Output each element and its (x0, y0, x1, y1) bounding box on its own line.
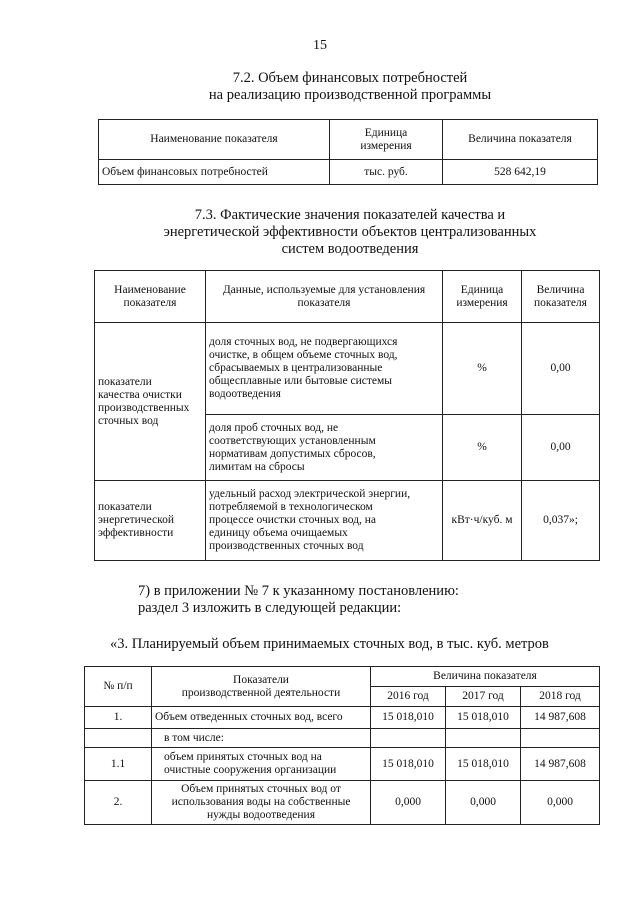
table-row (95, 481, 600, 561)
table-row (85, 707, 600, 729)
table-header-row (85, 667, 600, 687)
header-indicators: Показатели производственной деятельности (152, 667, 371, 707)
row-num (85, 729, 152, 748)
header-indicator-name: Наименование показателя (95, 271, 206, 323)
section-7-2-title (0, 70, 640, 104)
row-2018: 14 987,608 (521, 748, 600, 781)
section-7-3-title-line1: 7.3. Фактические значения показателей качества и (194, 207, 506, 223)
row-num: 1. (85, 707, 152, 729)
row-unit: % (443, 415, 522, 481)
header-year-2018: 2018 год (521, 687, 600, 707)
quality-efficiency-table (94, 270, 600, 561)
row-2016: 0,000 (371, 781, 446, 825)
row-2017: 0,000 (446, 781, 521, 825)
row-num: 1.1 (85, 748, 152, 781)
header-value: Величина показателя (371, 667, 600, 687)
row-data: доля проб сточных вод, не соответствующих установленным нормативам допустимых сбросов, лимитам на сбросы (206, 415, 443, 481)
header-indicator-name: Наименование показателя (99, 120, 330, 160)
header-unit: Единица измерения (443, 271, 522, 323)
row-2017: 15 018,010 (446, 707, 521, 729)
row-num: 2. (85, 781, 152, 825)
paragraph-line2: раздел 3 изложить в следующей редакции: (138, 600, 402, 616)
row-data: удельный расход электрической энергии, потребляемой в технологическом процессе очистки сточных вод, на единицу объема очищаемых производственных сточных вод (206, 481, 443, 561)
table-header-row (95, 271, 600, 323)
row-2016 (371, 729, 446, 748)
row-name: Объем принятых сточных вод от использования воды на собственные нужды водоотведения (152, 781, 371, 825)
header-num: № п/п (85, 667, 152, 707)
header-year-2017: 2017 год (446, 687, 521, 707)
header-value: Величина показателя (522, 271, 600, 323)
section-7-3-title-line2: энергетической эффективности объектов централизованных (163, 224, 537, 240)
row-name: объем принятых сточных вод на очистные сооружения организации (152, 748, 371, 781)
group-efficiency-name: показатели энергетической эффективности (95, 481, 206, 561)
section-7-2-title-line1: 7.2. Объем финансовых потребностей (232, 70, 468, 86)
row-name: Объем финансовых потребностей (99, 160, 330, 185)
row-value: 0,00 (522, 323, 600, 415)
row-2016: 15 018,010 (371, 707, 446, 729)
financial-needs-table (98, 119, 598, 185)
row-unit: тыс. руб. (330, 160, 443, 185)
section-7-2-title-line2: на реализацию производственной программы (208, 87, 492, 103)
row-data: доля сточных вод, не подвергающихся очистке, в общем объеме сточных вод, сбрасываемых в централизованные общесплавные или бытовые системы водоотведения (206, 323, 443, 415)
row-value: 0,00 (522, 415, 600, 481)
row-name: в том числе: (152, 729, 371, 748)
section-3-title: «3. Планируемый объем принимаемых сточных вод, в тыс. куб. метров (110, 636, 549, 652)
header-value: Величина показателя (443, 120, 598, 160)
row-value: 528 642,19 (443, 160, 598, 185)
header-unit: Единица измерения (330, 120, 443, 160)
row-value: 0,037»; (522, 481, 600, 561)
table-header-row (99, 120, 598, 160)
row-2017 (446, 729, 521, 748)
table-row (85, 781, 600, 825)
section-7-3-title (0, 207, 640, 258)
row-unit: кВт·ч/куб. м (443, 481, 522, 561)
row-unit: % (443, 323, 522, 415)
table-row (95, 323, 600, 415)
header-year-2016: 2016 год (371, 687, 446, 707)
page-number: 15 (313, 38, 327, 53)
row-2018 (521, 729, 600, 748)
table-row (85, 729, 600, 748)
row-2016: 15 018,010 (371, 748, 446, 781)
row-2018: 0,000 (521, 781, 600, 825)
row-2017: 15 018,010 (446, 748, 521, 781)
paragraph-line1: 7) в приложении № 7 к указанному постановлению: (138, 583, 459, 599)
section-7-3-title-line3: систем водоотведения (281, 241, 419, 257)
group-quality-name: показатели качества очистки производственных сточных вод (95, 323, 206, 481)
wastewater-volume-table (84, 666, 600, 825)
table-row (99, 160, 598, 185)
table-row (85, 748, 600, 781)
header-data-used: Данные, используемые для установления показателя (206, 271, 443, 323)
row-2018: 14 987,608 (521, 707, 600, 729)
row-name: Объем отведенных сточных вод, всего (152, 707, 371, 729)
